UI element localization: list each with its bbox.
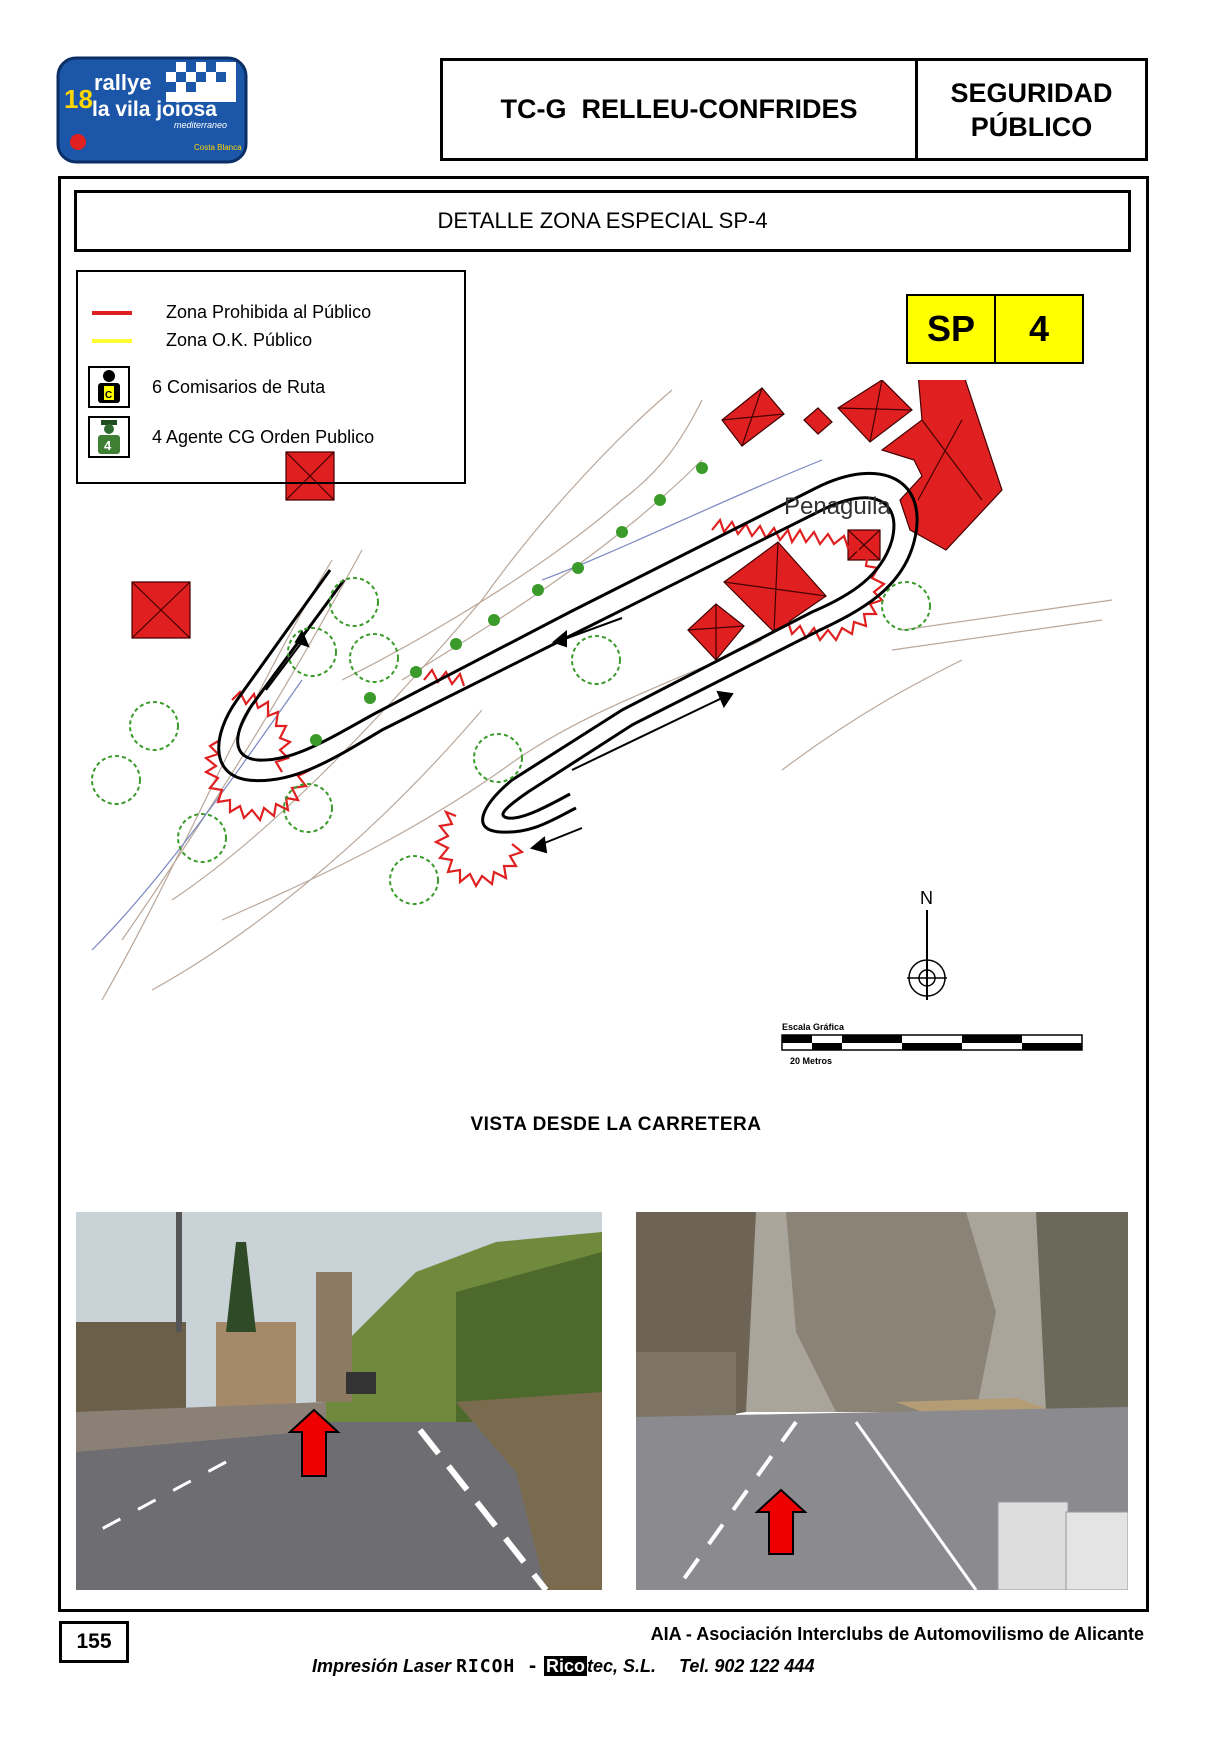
stage-title: TC-G RELLEU-CONFRIDES (500, 94, 858, 124)
svg-text:4: 4 (104, 438, 112, 453)
legend-label: Zona O.K. Público (166, 330, 313, 350)
logo-line4: Costa Blanca (194, 143, 242, 152)
logo-line2: la vila joiosa (92, 98, 217, 121)
print-brand: RICOH - (456, 1656, 539, 1677)
category-box (915, 58, 1148, 161)
legend-item-marshals (78, 366, 325, 408)
legend-item-ok (78, 330, 312, 351)
logo-line3: mediterraneo (174, 120, 228, 130)
road-photo-2 (636, 1212, 1128, 1590)
legend-item-prohibited (78, 302, 371, 323)
road-photo-1 (76, 1212, 602, 1590)
organization-credit: AIA - Asociación Interclubs de Automovilismo de Alicante (650, 1624, 1144, 1644)
police-icon (88, 416, 130, 458)
scale-title: Escala Gráfica (782, 1022, 845, 1032)
print-credit (312, 1656, 814, 1677)
sp-number: 4 (994, 294, 1084, 364)
legend-label: 4 Agente CG Orden Publico (152, 426, 375, 447)
map-diagram (62, 380, 1142, 1110)
rally-logo (56, 56, 248, 164)
page-number-box (59, 1621, 129, 1663)
category-line2: PÚBLICO (970, 111, 1093, 142)
print-company: tec, S.L. (586, 1656, 656, 1676)
town-label: Penaguila (784, 493, 891, 520)
photos-title: VISTA DESDE LA CARRETERA (470, 1114, 762, 1135)
svg-text:C: C (105, 390, 113, 401)
logo-number: 18 (64, 84, 93, 114)
legend-label: Zona Prohibida al Público (166, 302, 372, 322)
print-prefix: Impresión Laser (312, 1656, 452, 1676)
page-number: 155 (76, 1630, 112, 1653)
print-boxed: Rico (545, 1656, 585, 1676)
section-title-box (74, 190, 1131, 252)
scale-caption: 20 Metros (790, 1056, 833, 1066)
sp-code: SP (906, 294, 996, 364)
stage-title-box (440, 58, 918, 161)
north-label: N (920, 888, 933, 908)
legend-label: 6 Comisarios de Ruta (152, 376, 326, 397)
scale-bar (782, 1022, 1082, 1066)
print-phone: Tel. 902 122 444 (679, 1656, 815, 1676)
sp-badge (906, 294, 1086, 364)
legend-item-police (78, 416, 374, 458)
map-legend (76, 270, 466, 484)
category-line1: SEGURIDAD (950, 77, 1113, 108)
yellow-line-swatch (92, 339, 132, 343)
red-line-swatch (92, 311, 132, 315)
north-arrow (907, 888, 947, 1000)
marshal-icon (88, 366, 130, 408)
section-title: DETALLE ZONA ESPECIAL SP-4 (437, 208, 768, 233)
logo-line1: rallye (94, 70, 152, 95)
